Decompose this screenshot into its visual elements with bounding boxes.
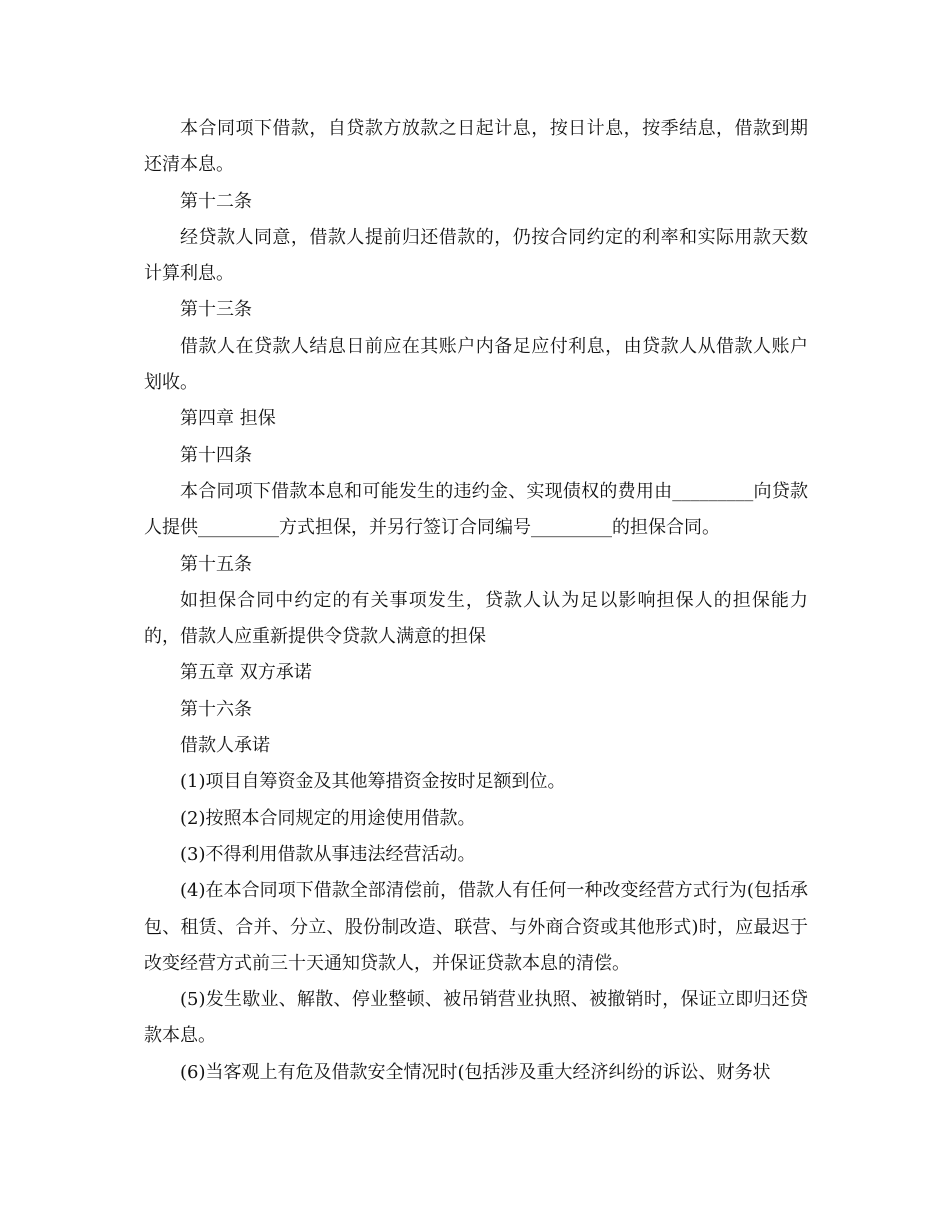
commitment-item-2: (2)按照本合同规定的用途使用借款。 xyxy=(180,807,476,829)
chapter-4-heading: 第四章 担保 xyxy=(180,408,276,430)
paragraph-interest-collection: 借款人在贷款人结息日前应在其账户内备足应付利息，由贷款人从借款人账户划收。 xyxy=(144,335,808,394)
article-16-heading: 第十六条 xyxy=(180,698,252,720)
paragraph-guarantee-replacement: 如担保合同中约定的有关事项发生，贷款人认为足以影响担保人的担保能力的，借款人应重新提供令贷款人满意的担保 xyxy=(144,589,808,648)
commitment-item-6: (6)当客观上有危及借款安全情况时(包括涉及重大经济纠纷的诉讼、财务状 xyxy=(180,1061,771,1083)
paragraph-interest-terms: 本合同项下借款，自贷款方放款之日起计息，按日计息，按季结息，借款到期还清本息。 xyxy=(144,118,808,176)
commitment-item-5: (5)发生歇业、解散、停业整顿、被吊销营业执照、被撤销时，保证立即归还贷款本息。 xyxy=(144,989,808,1047)
article-13-heading: 第十三条 xyxy=(180,299,252,321)
borrower-commitments-heading: 借款人承诺 xyxy=(180,735,270,757)
document-body xyxy=(144,111,808,1091)
paragraph-guarantee-terms: 本合同项下借款本息和可能发生的违约金、实现债权的费用由_________向贷款人提供_________方式担保，并另行签订合同编号_________的担保合同。 xyxy=(144,480,808,539)
paragraph-early-repayment: 经贷款人同意，借款人提前归还借款的，仍按合同约定的利率和实际用款天数计算利息。 xyxy=(144,226,808,285)
article-15-heading: 第十五条 xyxy=(180,553,252,575)
commitment-item-1: (1)项目自筹资金及其他筹措资金按时足额到位。 xyxy=(180,771,566,793)
article-12-heading: 第十二条 xyxy=(180,190,252,212)
article-14-heading: 第十四条 xyxy=(180,444,252,466)
chapter-5-heading: 第五章 双方承诺 xyxy=(180,662,312,684)
commitment-item-3: (3)不得利用借款从事违法经营活动。 xyxy=(180,843,476,865)
commitment-item-4: (4)在本合同项下借款全部清偿前，借款人有任何一种改变经营方式行为(包括承包、租赁、合并、分立、股份制改造、联营、与外商合资或其他形式)时，应最迟于改变经营方式前三十天通知贷款人，并保证贷款本息的清偿。 xyxy=(144,880,808,974)
